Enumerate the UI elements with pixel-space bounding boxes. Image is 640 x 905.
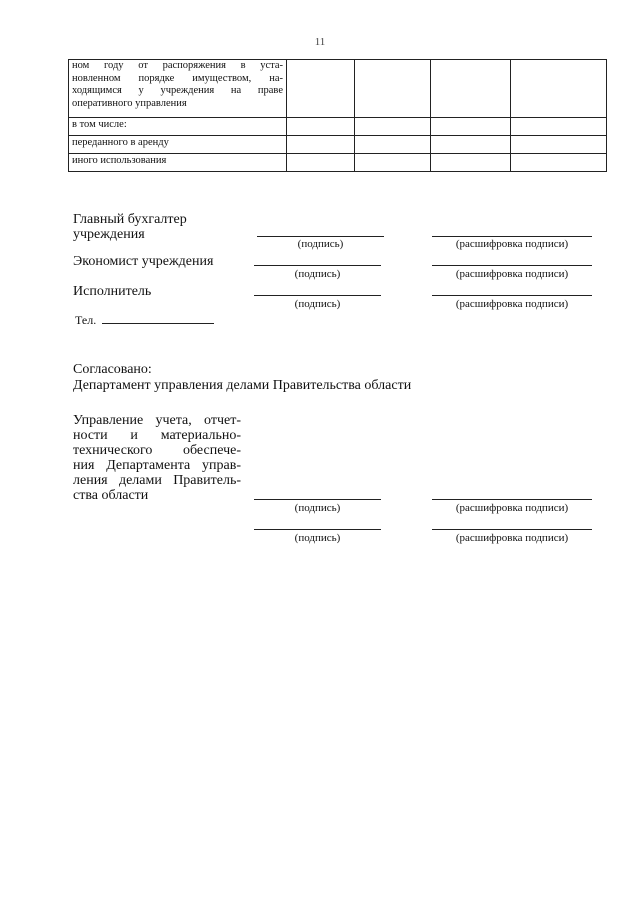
decoding-line	[432, 529, 592, 530]
decoding-line	[432, 236, 592, 237]
table-cell	[511, 154, 607, 172]
report-table	[68, 59, 607, 172]
decoding-caption: (расшифровка подписи)	[455, 268, 569, 280]
label-line: Управление учета, отчет-	[73, 413, 241, 428]
table-row	[69, 60, 607, 118]
label-line: оперативного управления	[72, 97, 187, 109]
label-line: учреждения	[73, 227, 145, 242]
phone-label: Тел.	[75, 313, 97, 327]
decoding-line	[432, 295, 592, 296]
signature-caption: (подпись)	[294, 268, 341, 280]
table-cell	[511, 136, 607, 154]
chief-accountant-label	[73, 212, 187, 242]
table-cell	[511, 60, 607, 118]
signature-line	[257, 236, 384, 237]
table-cell	[287, 60, 355, 118]
phone-row	[75, 311, 214, 328]
table-row	[69, 136, 607, 154]
decoding-caption: (расшифровка подписи)	[455, 502, 569, 514]
table-cell	[431, 154, 511, 172]
decoding-caption: (расшифровка подписи)	[455, 238, 569, 250]
table-cell	[355, 60, 431, 118]
table-row	[69, 118, 607, 136]
signature-caption: (подпись)	[294, 502, 341, 514]
decoding-line	[432, 265, 592, 266]
table-cell	[287, 118, 355, 136]
signature-line	[254, 265, 381, 266]
economist-label: Экономист учреждения	[73, 254, 214, 269]
table-row	[69, 154, 607, 172]
table-cell-label	[69, 60, 287, 118]
label-line: ности и материально-	[73, 428, 241, 443]
agreed-label: Согласовано:	[73, 362, 152, 377]
label-line: новленном порядке имуществом, на-	[72, 72, 283, 84]
department-label: Департамент управления делами Правительства области	[73, 378, 412, 393]
table-cell-label: в том числе:	[69, 118, 287, 136]
label-line: ния Департамента управ-	[73, 458, 241, 473]
label-line: технического обеспече-	[73, 443, 241, 458]
table-cell	[431, 118, 511, 136]
table-cell	[511, 118, 607, 136]
executor-label: Исполнитель	[73, 284, 152, 299]
table-cell-label: переданного в аренду	[69, 136, 287, 154]
table-cell	[431, 60, 511, 118]
phone-line	[102, 311, 214, 324]
division-label	[73, 413, 241, 503]
table-cell	[355, 136, 431, 154]
table-cell	[355, 154, 431, 172]
signature-caption: (подпись)	[294, 298, 341, 310]
table-cell	[355, 118, 431, 136]
table-cell	[287, 154, 355, 172]
label-line: ства области	[73, 488, 149, 503]
signature-line	[254, 295, 381, 296]
signature-caption: (подпись)	[294, 532, 341, 544]
label-line: ном году от распоряжения в уста-	[72, 60, 283, 71]
table-cell	[431, 136, 511, 154]
label-line: ходящимся у учреждения на праве	[72, 85, 283, 96]
decoding-caption: (расшифровка подписи)	[455, 532, 569, 544]
page-number: 11	[314, 36, 326, 48]
decoding-line	[432, 499, 592, 500]
table-cell	[287, 136, 355, 154]
table-cell-label: иного использования	[69, 154, 287, 172]
signature-caption: (подпись)	[297, 238, 344, 250]
label-line: ления делами Правитель-	[73, 473, 241, 488]
signature-line	[254, 499, 381, 500]
label-line: Главный бухгалтер	[73, 212, 187, 227]
decoding-caption: (расшифровка подписи)	[455, 298, 569, 310]
signature-line	[254, 529, 381, 530]
